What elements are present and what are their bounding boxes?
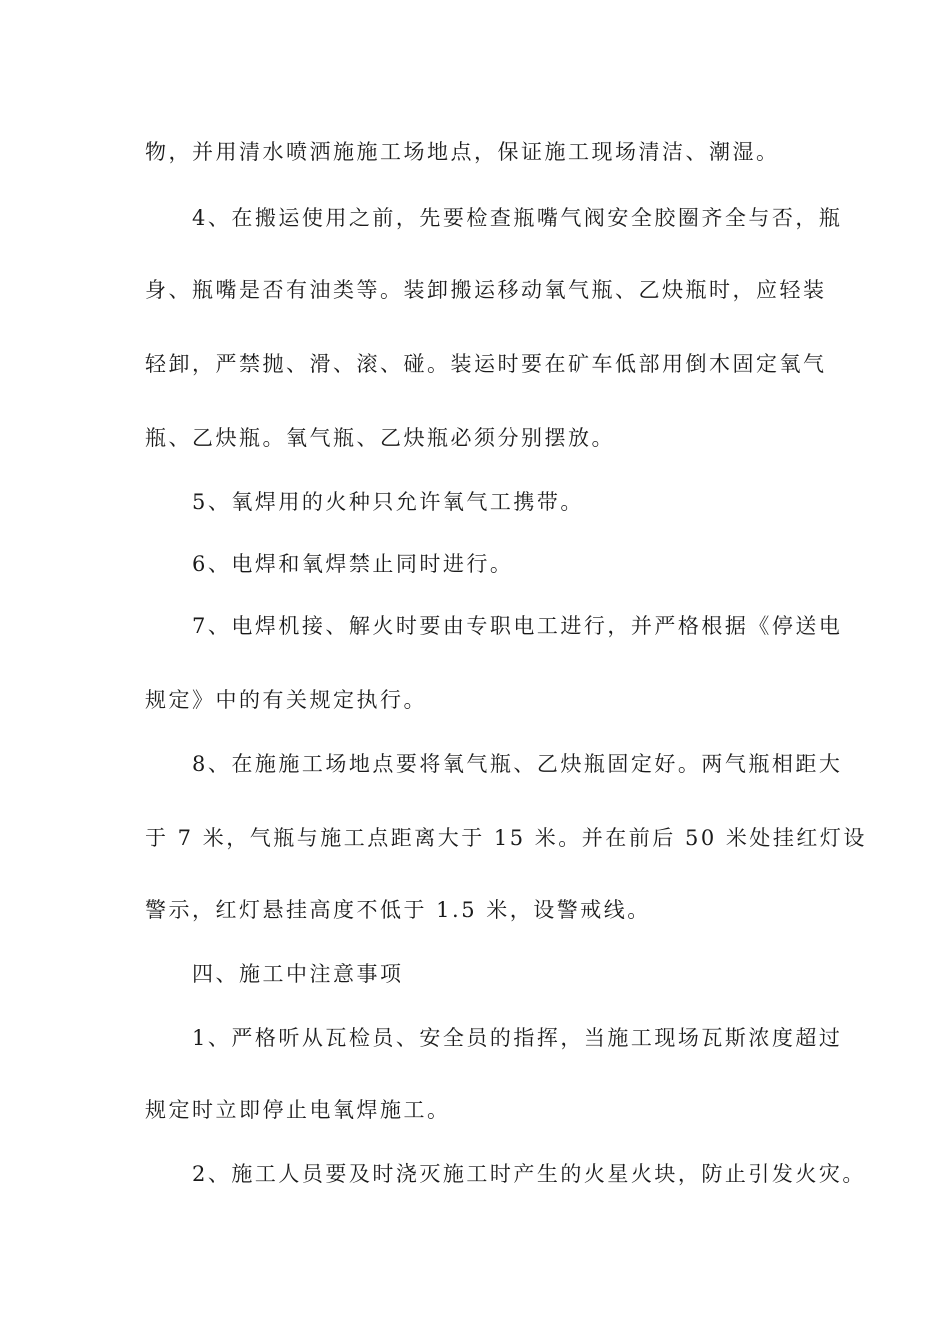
text-line: 于 7 米，气瓶与施工点距离大于 15 米。并在前后 50 米处挂红灯设 xyxy=(145,826,867,850)
text-line: 2、施工人员要及时浇灭施工时产生的火星火块，防止引发火灾。 xyxy=(192,1162,866,1186)
text-line: 6、电焊和氧焊禁止同时进行。 xyxy=(192,552,514,576)
text-line: 身、瓶嘴是否有油类等。装卸搬运移动氧气瓶、乙炔瓶时，应轻装 xyxy=(145,278,827,302)
section-heading: 四、施工中注意事项 xyxy=(192,962,404,986)
text-line: 物，并用清水喷洒施施工场地点，保证施工现场清洁、潮湿。 xyxy=(145,140,780,164)
text-line: 规定时立即停止电氧焊施工。 xyxy=(145,1098,451,1122)
text-line: 4、在搬运使用之前，先要检查瓶嘴气阀安全胶圈齐全与否，瓶 xyxy=(192,206,843,230)
text-line: 规定》中的有关规定执行。 xyxy=(145,688,427,712)
text-line: 警示，红灯悬挂高度不低于 1.5 米，设警戒线。 xyxy=(145,898,651,922)
text-line: 8、在施施工场地点要将氧气瓶、乙炔瓶固定好。两气瓶相距大 xyxy=(192,752,843,776)
text-line: 瓶、乙炔瓶。氧气瓶、乙炔瓶必须分别摆放。 xyxy=(145,426,615,450)
text-line: 轻卸，严禁抛、滑、滚、碰。装运时要在矿车低部用倒木固定氧气 xyxy=(145,352,827,376)
text-line: 1、严格听从瓦检员、安全员的指挥，当施工现场瓦斯浓度超过 xyxy=(192,1026,843,1050)
text-line: 7、电焊机接、解火时要由专职电工进行，并严格根据《停送电 xyxy=(192,614,843,638)
text-line: 5、氧焊用的火种只允许氧气工携带。 xyxy=(192,490,584,514)
